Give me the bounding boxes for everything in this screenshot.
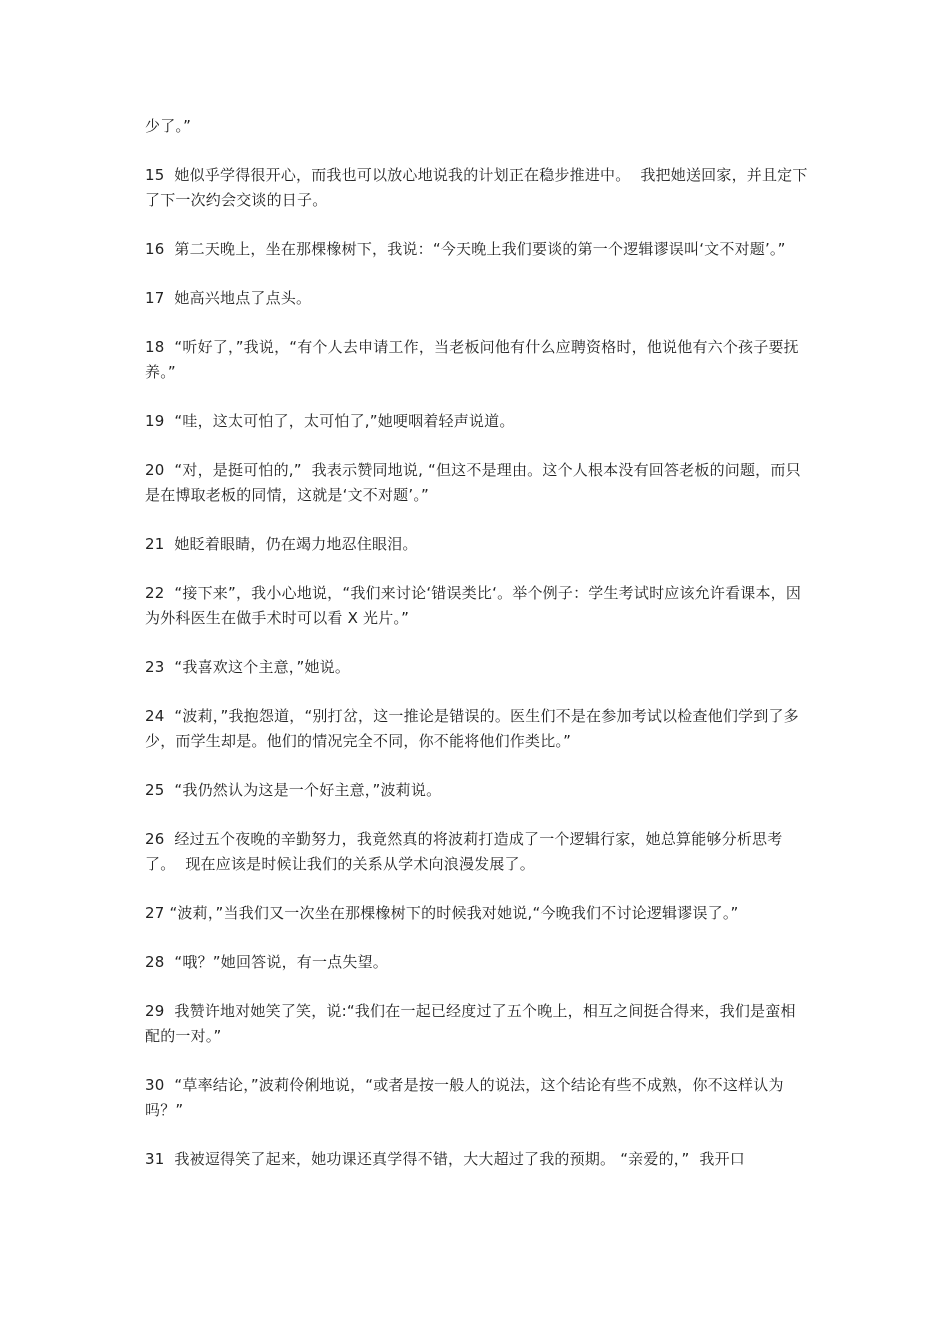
document-body [145,114,810,1196]
paragraph: 25 “我仍然认为这是一个好主意，”波莉说。 [145,781,442,799]
paragraph: 31 我被逗得笑了起来，她功课还真学得不错，大大超过了我的预期。 “亲爱的，” 我开口 [145,1150,745,1168]
paragraph: 24 “波莉，”我抱怨道，“别打岔，这一推论是错误的。医生们不是在参加考试以检查他们学到了多少，而学生却是。他们的情况完全不同，你不能将他们作类比。” [145,707,799,750]
paragraph: 30 “草率结论，”波莉伶俐地说，“或者是按一般人的说法，这个结论有些不成熟，你不这样认为吗？” [145,1076,784,1119]
paragraph: 26 经过五个夜晚的辛勤努力，我竟然真的将波莉打造成了一个逻辑行家，她总算能够分析思考了。 现在应该是时候让我们的关系从学术向浪漫发展了。 [145,830,783,873]
paragraph: 21 她眨着眼睛，仍在竭力地忍住眼泪。 [145,535,418,553]
paragraph: 15 她似乎学得很开心，而我也可以放心地说我的计划正在稳步推进中。 我把她送回家，并且定下了下一次约会交谈的日子。 [145,166,808,209]
paragraph: 28 “哦？”她回答说，有一点失望。 [145,953,388,971]
paragraph: 少了。” [145,117,192,135]
paragraph: 16 第二天晚上，坐在那棵橡树下，我说：“今天晚上我们要谈的第一个逻辑谬误叫‘文不对题’。” [145,240,786,258]
paragraph: 18 “听好了，”我说，“有个人去申请工作，当老板问他有什么应聘资格时，他说他有六个孩子要抚养。” [145,338,799,381]
paragraph: 23 “我喜欢这个主意，”她说。 [145,658,351,676]
paragraph: 17 她高兴地点了点头。 [145,289,312,307]
paragraph: 29 我赞许地对她笑了笑，说:“我们在一起已经度过了五个晚上，相互之间挺合得来，我们是蛮相配的一对。” [145,1002,796,1045]
paragraph: 20 “对，是挺可怕的,” 我表示赞同地说, “但这不是理由。这个人根本没有回答老板的问题，而只是在博取老板的同情，这就是‘文不对题’。” [145,461,801,504]
paragraph: 27 “波莉，”当我们又一次坐在那棵橡树下的时候我对她说,“今晚我们不讨论逻辑谬误了。” [145,904,739,922]
paragraph: 19 “哇，这太可怕了，太可怕了,”她哽咽着轻声说道。 [145,412,515,430]
paragraph: 22 “接下来”，我小心地说，“我们来讨论‘错误类比‘。举个例子：学生考试时应该允许看课本，因为外科医生在做手术时可以看 X 光片。” [145,584,802,627]
